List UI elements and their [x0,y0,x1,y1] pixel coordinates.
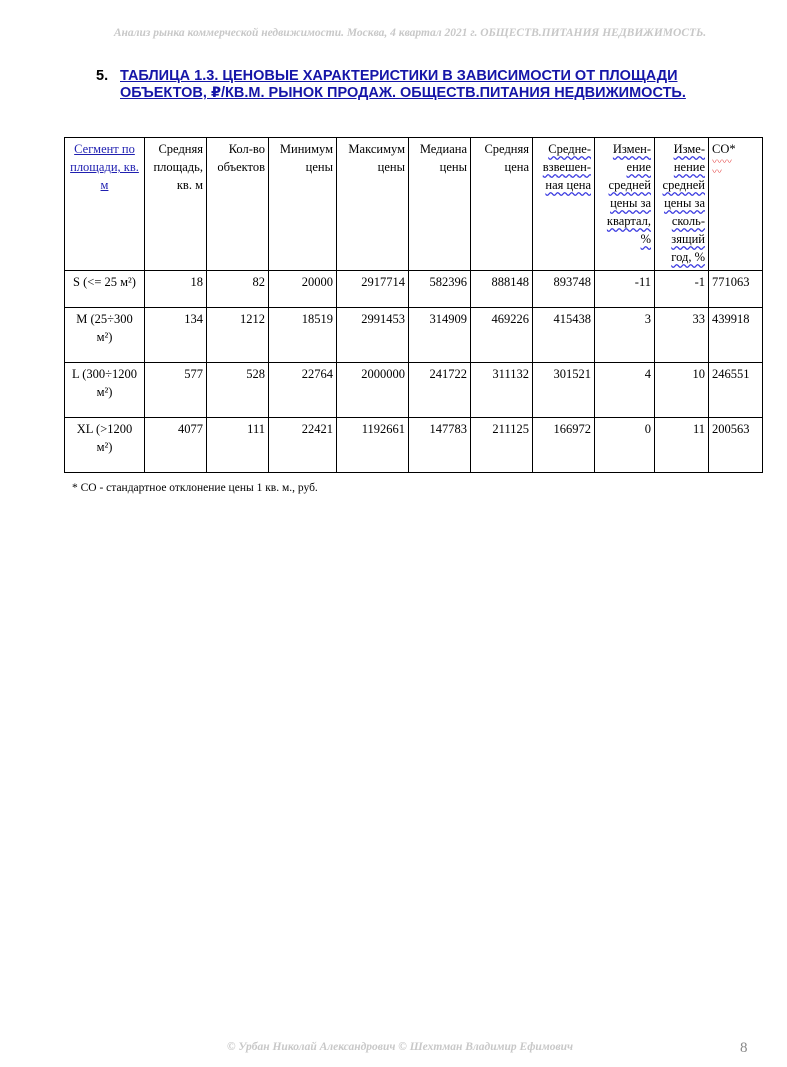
table-cell: 1212 [207,308,269,363]
col-header-quarter-change [595,138,655,271]
col-header-weighted-price [533,138,595,271]
table-cell: 22421 [269,418,337,473]
table-cell: 18519 [269,308,337,363]
table-cell: 4 [595,363,655,418]
table-cell: 582396 [409,271,471,308]
table-cell: 311132 [471,363,533,418]
col-header-count: Кол-во объектов [207,138,269,271]
table-cell: 2000000 [337,363,409,418]
table-footnote: * СО - стандартное отклонение цены 1 кв. м., руб. [72,482,318,494]
table-cell: 241722 [409,363,471,418]
table-cell: 2991453 [337,308,409,363]
table-cell: 301521 [533,363,595,418]
table-cell: 111 [207,418,269,473]
table-cell: 415438 [533,308,595,363]
table-cell: -11 [595,271,655,308]
quarter-change-label: Измен-ение средней цены за квартал, % [606,142,651,246]
table-cell: 528 [207,363,269,418]
section-title-link[interactable]: ТАБЛИЦА 1.3. ЦЕНОВЫЕ ХАРАКТЕРИСТИКИ В ЗАВИСИМОСТИ ОТ ПЛОЩАДИ ОБЪЕКТОВ, ₽/КВ.М. РЫНОК ПРОДАЖ. ОБЩЕСТВ.ПИТАНИЯ НЕДВИЖИМОСТЬ. [120,68,686,101]
table-header-row [65,138,763,271]
weighted-price-label: Средне-взвешен-ная цена [542,142,591,192]
col-header-median-price: Медиана цены [409,138,471,271]
col-header-segment[interactable]: Сегмент по площади, кв. м [65,138,145,271]
table-cell: 439918 [709,308,763,363]
table-cell: 10 [655,363,709,418]
col-header-max-price: Максимум цены [337,138,409,271]
table-cell: 82 [207,271,269,308]
table-cell: 147783 [409,418,471,473]
table-cell: 893748 [533,271,595,308]
table-cell: 469226 [471,308,533,363]
col-header-std-dev [709,138,763,271]
segment-cell: S (<= 25 м²) [65,271,145,308]
table-cell: 246551 [709,363,763,418]
footer-authors: © Урбан Николай Александрович © Шехтман Владимир Ефимович [226,1041,574,1053]
table-cell: 577 [145,363,207,418]
table-cell: 20000 [269,271,337,308]
table-row [65,363,763,418]
segment-cell: L (300÷1200 м²) [65,363,145,418]
table-cell: 4077 [145,418,207,473]
table-cell: 166972 [533,418,595,473]
table-cell: 2917714 [337,271,409,308]
segment-cell: XL (>1200 м²) [65,418,145,473]
spellcheck-squiggle-icon: 〰〰 〰 [712,157,732,178]
table-cell: 888148 [471,271,533,308]
table-cell: 771063 [709,271,763,308]
segment-cell: M (25÷300 м²) [65,308,145,363]
table-cell: 22764 [269,363,337,418]
col-header-year-change [655,138,709,271]
table-cell: 0 [595,418,655,473]
table-cell: 1192661 [337,418,409,473]
col-header-avg-price: Средняя цена [471,138,533,271]
section-number: 5. [96,68,109,84]
table-cell: 134 [145,308,207,363]
table-cell: -1 [655,271,709,308]
table-row [65,418,763,473]
std-dev-label: СО* [712,142,736,156]
table-row [65,271,763,308]
table-cell: 211125 [471,418,533,473]
price-table [64,137,763,473]
table-cell: 200563 [709,418,763,473]
page-number: 8 [740,1040,748,1056]
table-cell: 11 [655,418,709,473]
table-row [65,308,763,363]
col-header-avg-area: Средняя площадь, кв. м [145,138,207,271]
col-header-min-price: Минимум цены [269,138,337,271]
table-cell: 3 [595,308,655,363]
table-cell: 314909 [409,308,471,363]
running-header: Анализ рынка коммерческой недвижимости. Москва, 4 квартал 2021 г. ОБЩЕСТВ.ПИТАНИЯ НЕДВИЖИМОСТЬ. [113,27,707,39]
year-change-label: Изме-нение средней цены за сколь-зящий год, % [662,142,705,264]
table-cell: 18 [145,271,207,308]
table-cell: 33 [655,308,709,363]
